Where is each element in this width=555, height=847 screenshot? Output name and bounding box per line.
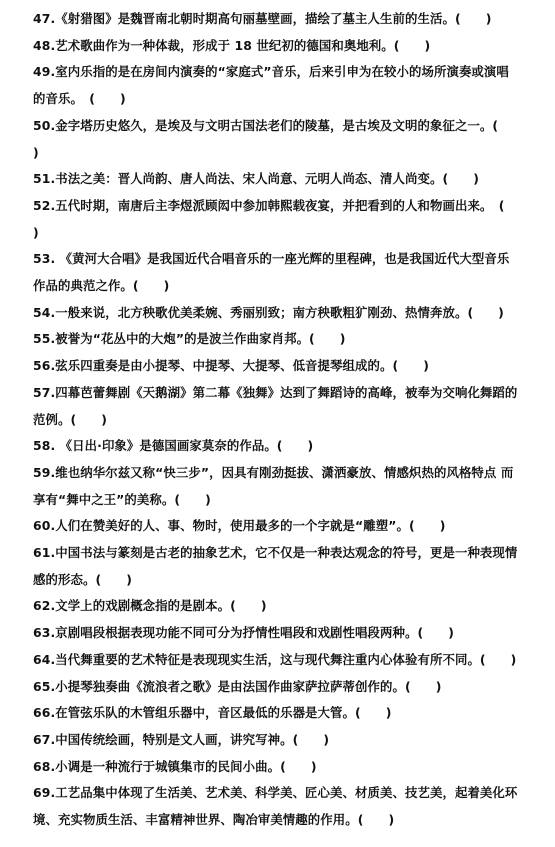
question-69: 69.工艺品集中体现了生活美、艺术美、科学美、匠心美、材质美、技艺美，起着美化环境、充实物质生活、丰富精神世界、陶冶审美情趣的作用。( ) [33, 785, 518, 828]
question-52: 52.五代时期，南唐后主李煜派顾闳中参加韩熙载夜宴，并把看到的人和物画出来。 ( ) [33, 197, 530, 240]
question-65: 65.小提琴独奏曲《流浪者之歌》是由法国作曲家萨拉萨蒂创作的。( ) [33, 678, 442, 694]
question-47: 47.《射猎图》是魏晋南北朝时期高句丽墓壁画，描绘了墓主人生前的生活。( ) [33, 11, 492, 26]
question-62: 62.文学上的戏剧概念指的是剧本。( ) [33, 598, 267, 614]
question-64: 64.当代舞重要的艺术特征是表现现实生活，这与现代舞注重内心体验有所不同。( ) [33, 651, 517, 667]
question-51: 51.书法之美：晋人尚韵、唐人尚法、宋人尚意、元明人尚态、清人尚变。( ) [33, 171, 479, 187]
question-list [33, 6, 530, 834]
question-59: 59.维也纳华尔兹又称“快三步”，因具有刚劲挺拔、潇洒豪放、情感炽热的风格特点 而享有“舞中之王”的美称。( ) [33, 464, 514, 507]
question-54: 54.一般来说，北方秧歌优美柔婉、秀丽别致；南方秧歌粗犷刚劲、热情奔放。( ) [33, 304, 504, 320]
question-58: 58. 《日出·印象》是德国画家莫奈的作品。( ) [33, 438, 314, 454]
question-66: 66.在管弦乐队的木管组乐器中，音区最低的乐器是大管。( ) [33, 705, 392, 721]
question-48: 48.艺术歌曲作为一种体裁，形成于 18 世纪初的德国和奥地利。( ) [33, 37, 431, 53]
question-67: 67.中国传统绘画，特别是文人画，讲究写神。( ) [33, 731, 330, 747]
question-57: 57.四幕芭蕾舞剧《天鹅湖》第二幕《独舞》达到了舞蹈诗的高峰，被奉为交响化舞蹈的范例。( ) [33, 384, 518, 427]
question-55: 55.被誉为“花丛中的大炮”的是波兰作曲家肖邦。( ) [33, 331, 346, 347]
question-53: 53. 《黄河大合唱》是我国近代合唱音乐的一座光辉的里程碑，也是我国近代大型音乐 作品的典范之作。( ) [33, 251, 510, 294]
question-60: 60.人们在赞美好的人、事、物时，使用最多的一个字就是“雕塑”。( ) [33, 518, 446, 534]
question-63: 63.京剧唱段根据表现功能不同可分为抒情性唱段和戏剧性唱段两种。( ) [33, 625, 454, 641]
question-61: 61.中国书法与篆刻是古老的抽象艺术，它不仅是一种表达观念的符号，更是一种表现情感的形态。( ) [33, 545, 518, 587]
question-68: 68.小调是一种流行于城镇集市的民间小曲。( ) [33, 758, 317, 774]
question-49: 49.室内乐指的是在房间内演奏的“家庭式”音乐，后来引申为在较小的场所演奏或演唱的音乐。 ( ) [33, 64, 509, 107]
question-56: 56.弦乐四重奏是由小提琴、中提琴、大提琴、低音提琴组成的。( ) [33, 358, 430, 374]
question-50: 50.金字塔历史悠久，是埃及与文明古国法老们的陵墓，是古埃及文明的象征之一。( ) [33, 117, 524, 160]
